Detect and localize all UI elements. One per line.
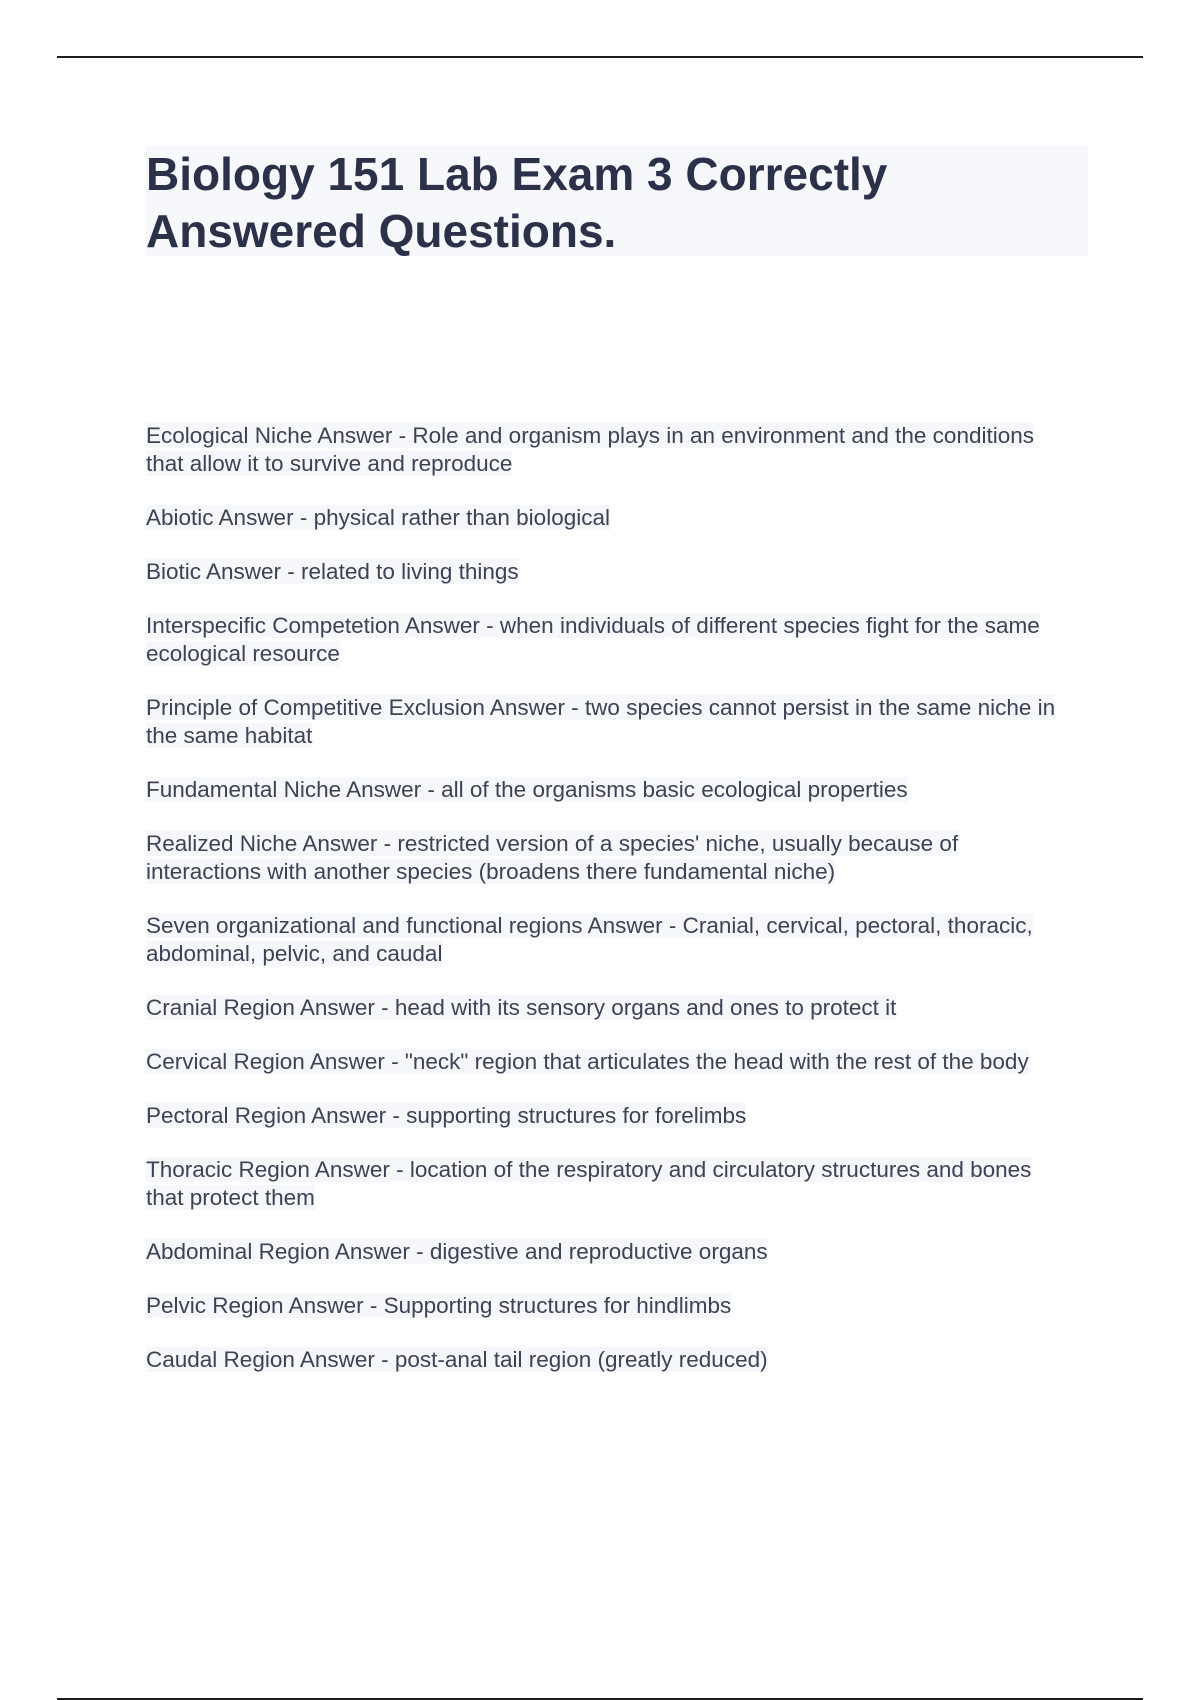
document-title: Biology 151 Lab Exam 3 Correctly Answered Questions. xyxy=(146,148,888,257)
qa-text: Biotic Answer - related to living things xyxy=(146,559,519,584)
qa-text: Ecological Niche Answer - Role and organism plays in an environment and the conditions that allow it to survive and reproduce xyxy=(146,423,1034,476)
qa-item-ecological-niche xyxy=(146,422,1066,478)
qa-item-cranial-region xyxy=(146,994,1066,1022)
qa-item-biotic xyxy=(146,558,1066,586)
qa-item-seven-regions xyxy=(146,912,1066,968)
qa-item-interspecific-competition xyxy=(146,612,1066,668)
qa-text: Cranial Region Answer - head with its sensory organs and ones to protect it xyxy=(146,995,897,1020)
qa-item-thoracic-region xyxy=(146,1156,1066,1212)
qa-text: Fundamental Niche Answer - all of the organisms basic ecological properties xyxy=(146,777,908,802)
qa-text: Cervical Region Answer - "neck" region that articulates the head with the rest of the body xyxy=(146,1049,1029,1074)
qa-text: Caudal Region Answer - post-anal tail region (greatly reduced) xyxy=(146,1347,768,1372)
qa-text: Interspecific Competetion Answer - when individuals of different species fight for the same ecological resource xyxy=(146,613,1040,666)
top-rule xyxy=(57,56,1143,58)
qa-item-abdominal-region xyxy=(146,1238,1066,1266)
qa-text: Thoracic Region Answer - location of the respiratory and circulatory structures and bones that protect them xyxy=(146,1157,1032,1210)
qa-text: Abiotic Answer - physical rather than biological xyxy=(146,505,610,530)
qa-text: Pelvic Region Answer - Supporting structures for hindlimbs xyxy=(146,1293,732,1318)
qa-item-cervical-region xyxy=(146,1048,1066,1076)
qa-item-caudal-region xyxy=(146,1346,1066,1374)
qa-item-competitive-exclusion xyxy=(146,694,1066,750)
qa-text: Abdominal Region Answer - digestive and reproductive organs xyxy=(146,1239,768,1264)
qa-item-abiotic xyxy=(146,504,1066,532)
qa-item-pelvic-region xyxy=(146,1292,1066,1320)
qa-item-fundamental-niche xyxy=(146,776,1066,804)
qa-list xyxy=(146,422,1066,1400)
qa-text: Realized Niche Answer - restricted version of a species' niche, usually because of interactions with another species (broadens there fundamental niche) xyxy=(146,831,959,884)
qa-text: Seven organizational and functional regions Answer - Cranial, cervical, pectoral, thoracic, abdominal, pelvic, and caudal xyxy=(146,913,1033,966)
qa-item-realized-niche xyxy=(146,830,1066,886)
qa-item-pectoral-region xyxy=(146,1102,1066,1130)
qa-text: Principle of Competitive Exclusion Answer - two species cannot persist in the same niche in the same habitat xyxy=(146,695,1056,748)
qa-text: Pectoral Region Answer - supporting structures for forelimbs xyxy=(146,1103,747,1128)
